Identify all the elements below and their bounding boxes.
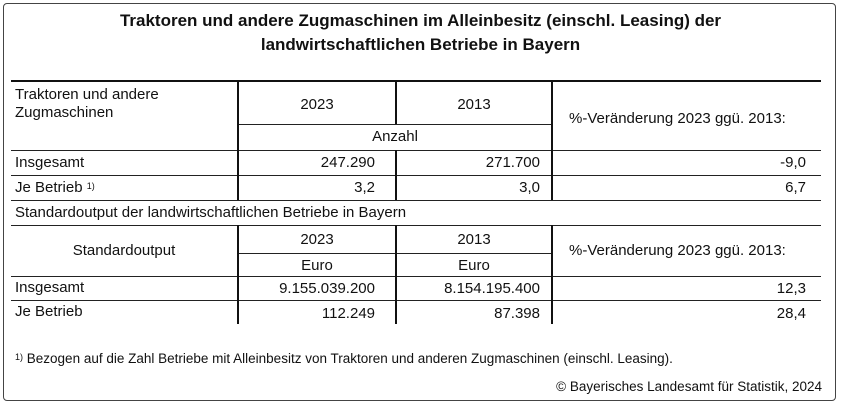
footnote-marker: 1) bbox=[86, 181, 95, 191]
table1-header-divider bbox=[238, 124, 551, 125]
value-2013: 271.700 bbox=[485, 154, 540, 171]
table2-vline-3 bbox=[551, 225, 553, 324]
page-title bbox=[0, 9, 841, 57]
table2-vline-2 bbox=[395, 225, 397, 324]
table1-header-label-line2: Zugmaschinen bbox=[15, 104, 114, 121]
table1-vline-2a bbox=[395, 80, 397, 124]
table2-unit-2023: Euro bbox=[301, 257, 333, 274]
table2-header-label: Standardoutput bbox=[72, 242, 176, 259]
table2-header-rule bbox=[11, 276, 821, 277]
footnote-text: Bezogen auf die Zahl Betriebe mit Alleinbesitz von Traktoren und anderen Zugmaschinen (einschl. Leasing). bbox=[26, 351, 673, 366]
title-line-1: Traktoren und andere Zugmaschinen im Alleinbesitz (einschl. Leasing) der bbox=[119, 11, 722, 30]
table1-vline-2b bbox=[395, 150, 397, 200]
table1-col-2013: 2013 bbox=[457, 96, 491, 113]
value-change: 12,3 bbox=[776, 280, 806, 297]
table1-col-2023: 2023 bbox=[300, 96, 334, 113]
copyright: © Bayerisches Landesamt für Statistik, 2024 bbox=[556, 379, 822, 394]
table2-vline-1 bbox=[237, 225, 239, 324]
table1-unit: Anzahl bbox=[372, 128, 418, 145]
table2-col-2023: 2023 bbox=[300, 231, 334, 248]
value-2013: 3,0 bbox=[519, 179, 540, 196]
footnote bbox=[15, 350, 673, 368]
value-change: 6,7 bbox=[785, 179, 806, 196]
value-change: 28,4 bbox=[776, 305, 806, 322]
table1-header-label-line1: Traktoren und andere bbox=[15, 86, 159, 103]
table2-col-2013: 2013 bbox=[457, 231, 491, 248]
value-2023: 9.155.039.200 bbox=[279, 280, 375, 297]
table1-top-rule bbox=[11, 80, 821, 82]
page-frame bbox=[3, 3, 836, 401]
value-2013: 87.398 bbox=[494, 305, 540, 322]
value-2023: 112.249 bbox=[321, 305, 375, 322]
section2-title: Standardoutput der landwirtschaftlichen Betriebe in Bayern bbox=[15, 204, 407, 221]
value-2013: 8.154.195.400 bbox=[444, 280, 540, 297]
table2-change-header: %-Veränderung 2023 ggü. 2013: bbox=[569, 242, 786, 259]
row-label: Insgesamt bbox=[15, 154, 85, 171]
table1-bottom-rule bbox=[11, 200, 821, 201]
row-label: Insgesamt bbox=[15, 279, 85, 296]
table2-row-rule bbox=[11, 300, 821, 301]
table1-change-header: %-Veränderung 2023 ggü. 2013: bbox=[569, 110, 786, 127]
row-label: Je Betrieb bbox=[15, 303, 83, 320]
table1-header-rule bbox=[11, 150, 821, 151]
table2-unit-2013: Euro bbox=[458, 257, 490, 274]
row-label-text: Je Betrieb bbox=[15, 179, 83, 196]
value-change: -9,0 bbox=[780, 154, 806, 171]
value-2023: 247.290 bbox=[320, 154, 375, 171]
footnote-marker: 1) bbox=[15, 352, 24, 362]
table1-row-rule bbox=[11, 175, 821, 176]
table2-top-rule bbox=[11, 225, 821, 226]
title-line-2: landwirtschaftlichen Betriebe in Bayern bbox=[260, 35, 581, 54]
row-label bbox=[15, 179, 95, 197]
table1-vline-1 bbox=[237, 80, 239, 200]
table1-vline-3 bbox=[551, 80, 553, 200]
value-2023: 3,2 bbox=[354, 179, 375, 196]
